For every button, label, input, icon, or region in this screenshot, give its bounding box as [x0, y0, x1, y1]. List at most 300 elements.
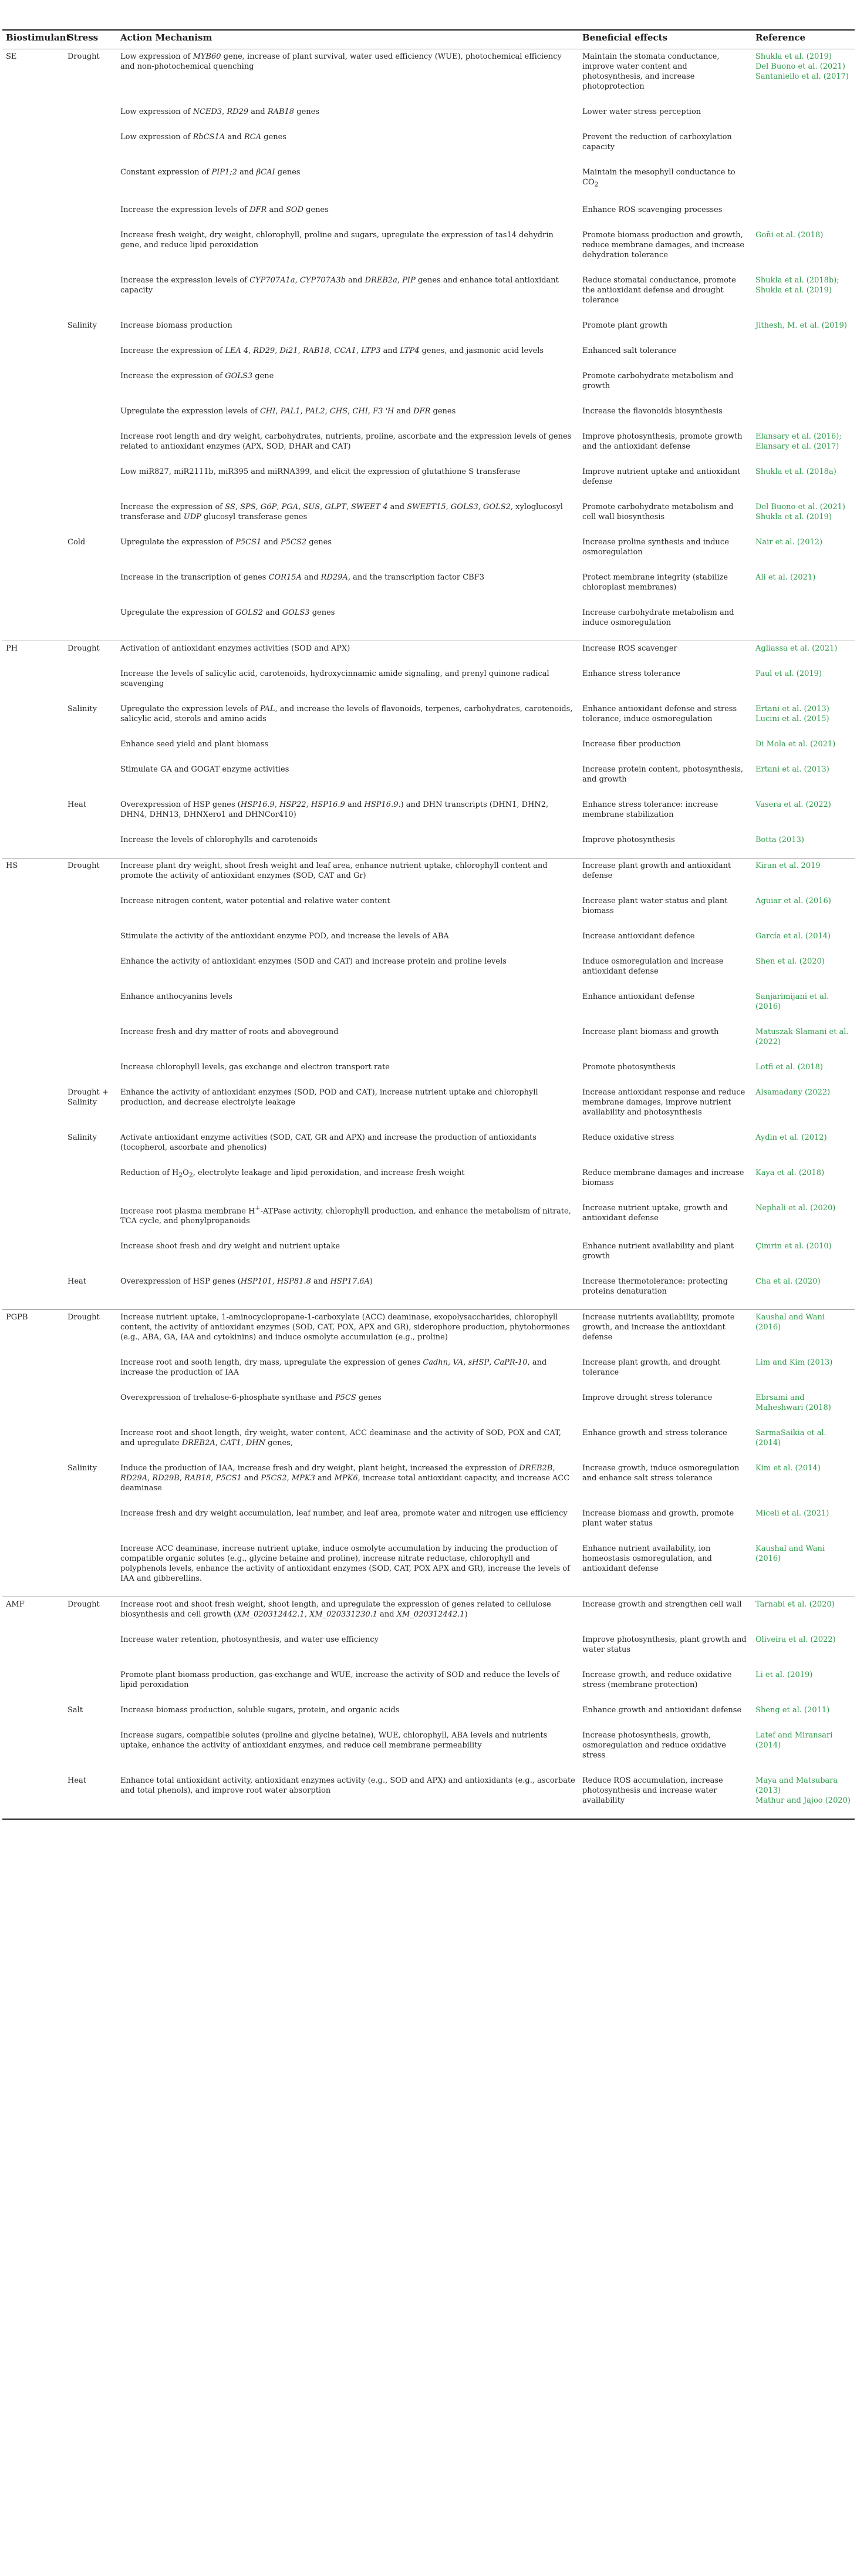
mechanism-cell: Upregulate the expression levels of PAL, and increase the levels of flavonoids, terpenes, carbohydrates, carotenoids, salicylic acid, sterols and amino acids — [120, 704, 573, 723]
reference-link[interactable]: Oliveira et al. (2022) — [755, 1635, 836, 1644]
reference-cell — [752, 1355, 855, 1390]
mechanism-cell: Increase the expression of LEA 4, RD29, Di21, RAB18, CCA1, LTP3 and LTP4 genes, and jasmonic acid levels — [120, 346, 544, 355]
stress-cell: Drought — [64, 49, 117, 105]
reference-link[interactable]: Nair et al. (2012) — [755, 537, 823, 547]
effects-cell: Increase growth, and reduce oxidative stress (membrane protection) — [582, 1670, 732, 1689]
stress-cell — [64, 165, 117, 203]
table-row — [2, 989, 855, 1025]
reference-link[interactable]: García et al. (2014) — [755, 931, 831, 941]
biostimulant-cell — [2, 1025, 64, 1060]
biostimulant-cell — [2, 666, 64, 702]
stress-cell — [64, 570, 117, 605]
mechanism-cell: Increase the levels of salicylic acid, carotenoids, hydroxycinnamic amide signaling, and prenyl quinone radical scavenging — [120, 669, 549, 688]
table-row — [2, 1025, 855, 1060]
table-row — [2, 666, 855, 702]
reference-cell — [752, 833, 855, 858]
table-row — [2, 1274, 855, 1310]
reference-cell — [752, 105, 855, 130]
effects-cell: Enhance growth and stress tolerance — [582, 1428, 727, 1437]
table-row — [2, 318, 855, 344]
reference-cell — [752, 49, 855, 105]
reference-link[interactable]: Ertani et al. (2013) — [755, 704, 829, 713]
mechanism-cell: Enhance anthocyanins levels — [120, 992, 232, 1001]
reference-cell — [752, 1130, 855, 1166]
effects-cell: Increase the flavonoids biosynthesis — [582, 406, 723, 416]
biostimulant-cell — [2, 1085, 64, 1130]
stress-cell — [64, 500, 117, 535]
reference-cell — [752, 1085, 855, 1130]
reference-cell — [752, 929, 855, 954]
table-row — [2, 954, 855, 989]
stress-cell: Drought + Salinity — [68, 1087, 109, 1107]
reference-cell — [752, 1461, 855, 1506]
reference-link[interactable]: Goñi et al. (2018) — [755, 230, 824, 240]
stress-cell — [64, 605, 117, 641]
table-row — [2, 429, 855, 464]
mechanism-cell: Increase root and sooth length, dry mass, upregulate the expression of genes Cadhn, VA, sHSP, CaPR-10, and increase the production of IAA — [120, 1358, 547, 1377]
mechanism-cell: Overexpression of trehalose-6-phosphate synthase and P5CS genes — [120, 1393, 382, 1402]
reference-link[interactable]: Sanjarimijani et al. (2016) — [755, 992, 829, 1011]
effects-cell: Improve photosynthesis, promote growth and the antioxidant defense — [582, 432, 743, 451]
stress-cell: Drought — [64, 858, 117, 894]
mechanism-cell: Increase chlorophyll levels, gas exchange and electron transport rate — [120, 1062, 390, 1072]
reference-cell — [752, 1728, 855, 1773]
effects-cell: Increase carbohydrate metabolism and induce osmoregulation — [582, 608, 734, 627]
effects-cell: Increase growth and strengthen cell wall — [579, 1597, 752, 1632]
table-row — [2, 464, 855, 500]
biostimulant-cell: PGPB — [2, 1309, 64, 1355]
mechanism-cell: Increase root and shoot length, dry weight, water content, ACC deaminase and the activity of SOD, POX and CAT, and upregulate DREB2A, CAT1, DHN genes, — [120, 1428, 561, 1447]
biostimulant-cell — [2, 929, 64, 954]
reference-cell — [752, 1201, 855, 1239]
reference-cell — [752, 797, 855, 833]
reference-link[interactable]: Sheng et al. (2011) — [755, 1705, 830, 1715]
table-row — [2, 130, 855, 165]
effects-cell: Promote photosynthesis — [582, 1062, 676, 1072]
reference-cell — [752, 344, 855, 369]
stress-cell — [64, 273, 117, 318]
biostimulant-cell — [2, 369, 64, 404]
mechanism-cell: Upregulate the expression of P5CS1 and P5CS2 genes — [120, 537, 332, 547]
biostimulant-cell — [2, 1166, 64, 1201]
effects-cell: Improve nutrient uptake and antioxidant defense — [582, 467, 741, 486]
table-row — [2, 369, 855, 404]
mechanism-cell: Constant expression of PIP1;2 and βCAI genes — [120, 168, 301, 177]
header-biostimulant: Biostimulant — [2, 30, 64, 49]
reference-cell — [752, 165, 855, 203]
effects-cell: Lower water stress perception — [582, 107, 701, 116]
reference-link[interactable]: Shukla et al. (2018a) — [755, 467, 836, 476]
reference-link[interactable]: Maya and Matsubara (2013) — [755, 1776, 838, 1795]
effects-cell: Increase antioxidant response and reduce membrane damages, improve nutrient availability and photosynthesis — [582, 1087, 745, 1117]
table-row — [2, 203, 855, 228]
mechanism-cell: Reduction of $H_2O_2$, electrolyte leakage and lipid peroxidation, and increase fresh weight — [120, 1168, 465, 1179]
effects-cell: Promote plant growth — [582, 321, 668, 330]
effects-cell: Enhance nutrient availability and plant growth — [582, 1241, 734, 1261]
mechanism-cell: Upregulate the expression of GOLS2 and GOLS3 genes — [120, 608, 335, 617]
reference-link[interactable]: Shukla et al. (2019) — [755, 285, 832, 295]
reference-link[interactable]: Agliassa et al. (2021) — [755, 644, 838, 653]
table-row — [2, 1355, 855, 1390]
stress-cell — [64, 105, 117, 130]
reference-cell — [752, 1632, 855, 1668]
mechanism-cell: Induce the production of IAA, increase fresh and dry weight, plant height, increased the expression of DREB2B, RD29A, RD29B, RAB18, P5CS1 and P5CS2, MPK3 and MPK6, increase total antioxidant capacity, and increase ACC deaminase — [120, 1463, 570, 1493]
biostimulant-cell: SE — [2, 49, 64, 105]
effects-cell: Increase growth, induce osmoregulation and enhance salt stress tolerance — [582, 1463, 740, 1483]
stress-cell — [64, 666, 117, 702]
reference-link[interactable]: Ebrsami and Maheshwari (2018) — [755, 1393, 831, 1412]
biostimulant-cell — [2, 344, 64, 369]
biostimulant-cell — [2, 1461, 64, 1506]
stress-cell — [64, 1390, 117, 1426]
reference-link[interactable]: Kim et al. (2014) — [755, 1463, 821, 1473]
reference-link[interactable]: Vasera et al. (2022) — [755, 800, 831, 809]
biostimulant-cell — [2, 570, 64, 605]
biostimulant-cell — [2, 894, 64, 929]
stress-cell — [64, 344, 117, 369]
biostimulant-cell — [2, 1426, 64, 1461]
stress-cell — [64, 762, 117, 797]
stress-cell: Drought — [64, 1309, 117, 1355]
table-row — [2, 1506, 855, 1541]
effects-cell: Increase plant growth and antioxidant defense — [579, 858, 752, 894]
reference-cell — [752, 858, 855, 894]
mechanism-cell: Increase biomass production, soluble sugars, protein, and organic acids — [120, 1705, 400, 1715]
mechanism-cell: Increase nitrogen content, water potential and relative water content — [120, 896, 390, 905]
biostimulant-cell: AMF — [2, 1597, 64, 1632]
reference-link[interactable]: Del Buono et al. (2021) — [755, 62, 845, 71]
reference-link[interactable]: Ertani et al. (2013) — [755, 765, 829, 774]
biostimulant-cell — [2, 1541, 64, 1597]
effects-cell: Increase nutrients availability, promote growth, and increase the antioxidant defense — [579, 1309, 752, 1355]
biostimulant-cell — [2, 1274, 64, 1310]
reference-cell — [752, 1668, 855, 1703]
stress-cell — [64, 1355, 117, 1390]
stress-cell — [64, 1025, 117, 1060]
stress-cell — [64, 1239, 117, 1274]
mechanism-cell: Low expression of NCED3, RD29 and RAB18 genes — [120, 107, 320, 116]
reference-link[interactable]: Li et al. (2019) — [755, 1670, 813, 1679]
reference-link[interactable]: Nephali et al. (2020) — [755, 1203, 836, 1213]
biostimulant-cell — [2, 737, 64, 762]
stress-cell — [64, 1668, 117, 1703]
mechanism-cell: Low miR827, miR2111b, miR395 and miRNA399, and elicit the expression of glutathione S transferase — [120, 467, 521, 476]
reference-cell — [752, 894, 855, 929]
reference-link[interactable]: Botta (2013) — [755, 835, 804, 844]
reference-cell — [752, 130, 855, 165]
reference-cell — [752, 1426, 855, 1461]
biostimulant-cell — [2, 605, 64, 641]
stress-cell: Drought — [64, 1597, 117, 1632]
reference-cell — [752, 570, 855, 605]
table-row — [2, 894, 855, 929]
effects-cell: Promote biomass production and growth, reduce membrane damages, and increase dehydration tolerance — [582, 230, 745, 260]
biostimulant-cell — [2, 228, 64, 273]
table-row — [2, 273, 855, 318]
mechanism-cell: Increase root length and dry weight, carbohydrates, nutrients, proline, ascorbate and the expression levels of genes related to antioxidant enzymes (APX, SOD, DHAR and CAT) — [120, 432, 572, 451]
stress-cell — [64, 429, 117, 464]
reference-cell — [752, 702, 855, 737]
reference-link[interactable]: Shen et al. (2020) — [755, 957, 825, 966]
reference-cell — [752, 666, 855, 702]
reference-link[interactable]: Santaniello et al. (2017) — [755, 72, 849, 81]
reference-link[interactable]: Paul et al. (2019) — [755, 669, 822, 678]
effects-cell: Maintain the mesophyll conductance to $CO_2$ — [582, 168, 735, 188]
reference-cell — [752, 762, 855, 797]
reference-link[interactable]: Jithesh, M. et al. (2019) — [755, 321, 847, 330]
effects-cell: Increase fiber production — [582, 739, 681, 749]
reference-link[interactable]: Tarnabi et al. (2020) — [755, 1600, 835, 1609]
table-row — [2, 344, 855, 369]
reference-link[interactable]: Elansary et al. (2016); — [755, 432, 842, 441]
biostimulant-cell — [2, 989, 64, 1025]
reference-cell — [752, 369, 855, 404]
effects-cell: Reduce membrane damages and increase biomass — [582, 1168, 744, 1187]
stress-cell: Salt — [68, 1705, 83, 1715]
biostimulant-cell: HS — [2, 858, 64, 894]
header-stress: Stress — [64, 30, 117, 49]
biostimulant-cell — [2, 535, 64, 570]
mechanism-cell: Stimulate GA and GOGAT enzyme activities — [120, 765, 289, 774]
effects-cell: Increase plant growth, and drought tolerance — [582, 1358, 721, 1377]
effects-cell: Increase nutrient uptake, growth and antioxidant defense — [582, 1203, 728, 1223]
reference-cell — [752, 203, 855, 228]
table-row — [2, 797, 855, 833]
stress-cell: Heat — [64, 1773, 117, 1819]
mechanism-cell: Overexpression of HSP genes (HSP101, HSP81.8 and HSP17.6A) — [120, 1277, 373, 1286]
biostimulant-cell — [2, 404, 64, 429]
mechanism-cell: Increase sugars, compatible solutes (proline and glycine betaine), WUE, chlorophyll, ABA levels and nutrients uptake, enhance the activity of antioxidant enzymes, and reduce cell membrane permeability — [120, 1730, 548, 1750]
stress-cell — [64, 1201, 117, 1239]
table-row — [2, 641, 855, 666]
reference-link[interactable]: Aydin et al. (2012) — [755, 1133, 827, 1142]
table-row — [2, 105, 855, 130]
mechanism-cell: Low expression of RbCS1A and RCA genes — [120, 133, 286, 142]
effects-cell: Increase antioxidant defence — [582, 931, 695, 941]
biostimulant-cell — [2, 105, 64, 130]
effects-cell: Increase protein content, photosynthesis, and growth — [582, 765, 744, 784]
reference-cell — [752, 1309, 855, 1355]
reference-link[interactable]: Kaushal and Wani (2016) — [755, 1544, 825, 1563]
stress-cell — [64, 130, 117, 165]
table-row — [2, 1597, 855, 1632]
reference-cell — [752, 1274, 855, 1310]
table-row — [2, 404, 855, 429]
stress-cell — [64, 737, 117, 762]
reference-cell — [752, 464, 855, 500]
table-body — [2, 49, 855, 1819]
reference-cell — [752, 989, 855, 1025]
effects-cell: Increase biomass and growth, promote plant water status — [582, 1508, 734, 1528]
reference-link[interactable]: Elansary et al. (2017) — [755, 442, 839, 451]
reference-link[interactable]: Mathur and Jajoo (2020) — [755, 1796, 851, 1805]
stress-cell — [64, 203, 117, 228]
biostimulant-cell — [2, 1239, 64, 1274]
biostimulant-cell — [2, 1355, 64, 1390]
stress-cell: Salinity — [68, 1133, 97, 1142]
biostimulant-cell — [2, 318, 64, 344]
effects-cell: Enhance antioxidant defense — [582, 992, 695, 1001]
mechanism-cell: Overexpression of HSP genes (HSP16.9, HSP22, HSP16.9 and HSP16.9.) and DHN transcripts (DHN1, DHN2, DHN4, DHN13, DHNXero1 and DHNCor410) — [120, 800, 549, 819]
table-header-row — [2, 30, 855, 49]
table-row — [2, 570, 855, 605]
biostimulant-cell — [2, 429, 64, 464]
mechanism-cell: Increase root and shoot fresh weight, shoot length, and upregulate the expression of genes related to cellulose biosynthesis and cell growth (XM_020312442.1, XM_020331230.1 and XM_020312442.1) — [117, 1597, 579, 1632]
effects-cell: Maintain the stomata conductance, improve water content and photosynthesis, and increase photoprotection — [579, 49, 752, 105]
stress-cell: Salinity — [68, 704, 97, 713]
biostimulant-cell — [2, 464, 64, 500]
table-row — [2, 165, 855, 203]
reference-link[interactable]: Lim and Kim (2013) — [755, 1358, 833, 1367]
stress-cell — [64, 228, 117, 273]
reference-link[interactable]: Aguiar et al. (2016) — [755, 896, 831, 905]
effects-cell: Increase photosynthesis, growth, osmoregulation and reduce oxidative stress — [582, 1730, 726, 1760]
reference-link[interactable]: Shukla et al. (2019) — [755, 52, 832, 61]
reference-link[interactable]: Shukla et al. (2019) — [755, 512, 832, 521]
effects-cell: Reduce stomatal conductance, promote the antioxidant defense and drought tolerance — [582, 275, 736, 305]
stress-cell — [64, 989, 117, 1025]
reference-link[interactable]: Alsamadany (2022) — [755, 1087, 831, 1097]
mechanism-cell: Stimulate the activity of the antioxidant enzyme POD, and increase the levels of ABA — [120, 931, 449, 941]
mechanism-cell: Activation of antioxidant enzymes activities (SOD and APX) — [117, 641, 579, 666]
reference-link[interactable]: SarmaSaikia et al. (2014) — [755, 1428, 826, 1447]
table-row — [2, 737, 855, 762]
header-action-mechanism: Action Mechanism — [117, 30, 579, 49]
mechanism-cell: Activate antioxidant enzyme activities (SOD, CAT, GR and APX) and increase the production of antioxidants (tocopherol, ascorbate and phenolics) — [120, 1133, 537, 1152]
reference-link[interactable]: Shukla et al. (2018b); — [755, 275, 839, 285]
table-row — [2, 228, 855, 273]
mechanism-cell: Increase the expression levels of DFR and SOD genes — [120, 205, 329, 214]
reference-cell — [752, 1166, 855, 1201]
reference-cell — [752, 605, 855, 641]
table-row — [2, 1541, 855, 1597]
effects-cell: Protect membrane integrity (stabilize chloroplast membranes) — [582, 573, 728, 592]
reference-link[interactable]: Lotfi et al. (2018) — [755, 1062, 823, 1072]
biostimulant-cell — [2, 1506, 64, 1541]
mechanism-cell: Increase the expression of SS, SPS, G6P, PGA, SUS, GLPT, SWEET 4 and SWEET15, GOLS3, GOLS2, xyloglucosyl transferase and UDP glucosyl transferase genes — [120, 502, 563, 521]
biostimulant-cell — [2, 702, 64, 737]
biostimulant-cell — [2, 165, 64, 203]
reference-link[interactable]: Del Buono et al. (2021) — [755, 502, 845, 511]
stress-cell — [64, 464, 117, 500]
mechanism-cell: Increase water retention, photosynthesis, and water use efficiency — [120, 1635, 379, 1644]
reference-link[interactable]: Miceli et al. (2021) — [755, 1508, 829, 1518]
mechanism-cell: Increase biomass production — [120, 321, 232, 330]
stress-cell — [64, 1728, 117, 1773]
biostimulant-cell — [2, 1390, 64, 1426]
stress-cell — [64, 929, 117, 954]
effects-cell: Promote carbohydrate metabolism and growth — [582, 371, 734, 390]
stress-cell — [64, 369, 117, 404]
table-row — [2, 858, 855, 894]
mechanism-cell: Increase root plasma membrane H+-ATPase activity, chlorophyll production, and enhance the metabolism of nitrate, TCA cycle, and phenylpropanoids — [120, 1204, 571, 1225]
table-row — [2, 1239, 855, 1274]
mechanism-cell: Increase the expression levels of CYP707A1a, CYP707A3b and DREB2a, PIP genes and enhance total antioxidant capacity — [120, 275, 559, 295]
reference-cell — [752, 1703, 855, 1728]
table-row — [2, 500, 855, 535]
table-row — [2, 535, 855, 570]
table-row — [2, 1773, 855, 1819]
mechanism-cell: Upregulate the expression levels of CHI, PAL1, PAL2, CHS, CHI, F3 'H and DFR genes — [120, 406, 456, 416]
effects-cell: Enhance antioxidant defense and stress tolerance, induce osmoregulation — [582, 704, 737, 723]
table-row — [2, 1130, 855, 1166]
biostimulant-cell — [2, 954, 64, 989]
reference-link[interactable]: Latef and Miransari (2014) — [755, 1730, 833, 1750]
stress-cell: Cold — [68, 537, 86, 547]
table-row — [2, 1390, 855, 1426]
effects-cell: Reduce oxidative stress — [582, 1133, 674, 1142]
reference-cell — [752, 1773, 855, 1819]
biostimulant-cell: PH — [2, 641, 64, 666]
stress-cell — [64, 1166, 117, 1201]
table-row — [2, 1166, 855, 1201]
stress-cell — [64, 954, 117, 989]
reference-cell — [752, 954, 855, 989]
reference-link[interactable]: Di Mola et al. (2021) — [755, 739, 836, 749]
reference-link[interactable]: Çimrin et al. (2010) — [755, 1241, 832, 1251]
stress-cell — [64, 1426, 117, 1461]
mechanism-cell: Increase shoot fresh and dry weight and nutrient uptake — [120, 1241, 340, 1251]
effects-cell: Enhanced salt tolerance — [582, 346, 676, 355]
mechanism-cell: Enhance seed yield and plant biomass — [120, 739, 269, 749]
reference-cell — [752, 429, 855, 464]
effects-cell: Increase ROS scavenger — [579, 641, 752, 666]
reference-link[interactable]: Lucini et al. (2015) — [755, 714, 829, 723]
reference-link[interactable]: Kiran et al. 2019 — [755, 861, 821, 870]
effects-cell: Enhance nutrient availability, ion homeostasis osmoregulation, and antioxidant defense — [582, 1544, 712, 1573]
mechanism-cell: Enhance the activity of antioxidant enzymes (SOD and CAT) and increase protein and proline levels — [120, 957, 507, 966]
reference-cell — [752, 641, 855, 666]
reference-link[interactable]: Matuszak-Slamani et al. (2022) — [755, 1027, 849, 1046]
stress-cell: Salinity — [68, 1463, 97, 1473]
header-reference: Reference — [752, 30, 855, 49]
stress-cell — [64, 1506, 117, 1541]
biostimulant-cell — [2, 1728, 64, 1773]
reference-link[interactable]: Cha et al. (2020) — [755, 1277, 821, 1286]
biostimulant-cell — [2, 833, 64, 858]
table-row — [2, 1703, 855, 1728]
stress-cell — [64, 1632, 117, 1668]
mechanism-cell: Increase fresh and dry matter of roots and aboveground — [120, 1027, 339, 1036]
table-row — [2, 929, 855, 954]
reference-cell — [752, 500, 855, 535]
effects-cell: Promote carbohydrate metabolism and cell wall biosynthesis — [582, 502, 734, 521]
table-row — [2, 1309, 855, 1355]
reference-link[interactable]: Ali et al. (2021) — [755, 573, 816, 582]
stress-cell — [64, 894, 117, 929]
biostimulant-cell — [2, 500, 64, 535]
effects-cell: Improve photosynthesis — [582, 835, 675, 844]
reference-cell — [752, 1506, 855, 1541]
mechanism-cell: Increase fresh weight, dry weight, chlorophyll, proline and sugars, upregulate the expression of tas14 dehydrin gene, and reduce lipid peroxidation — [120, 230, 554, 250]
biostimulant-cell — [2, 797, 64, 833]
reference-cell — [752, 1390, 855, 1426]
mechanism-cell: Enhance the activity of antioxidant enzymes (SOD, POD and CAT), increase nutrient uptake and chlorophyll production, and decrease electrolyte leakage — [120, 1087, 538, 1107]
biostimulant-cell — [2, 1201, 64, 1239]
effects-cell: Increase plant water status and plant biomass — [582, 896, 728, 915]
mechanism-cell: Increase in the transcription of genes COR15A and RD29A, and the transcription factor CBF3 — [120, 573, 485, 582]
reference-cell — [752, 1597, 855, 1632]
biostimulant-cell — [2, 1632, 64, 1668]
table-row — [2, 1060, 855, 1085]
biostimulant-cell — [2, 273, 64, 318]
reference-link[interactable]: Kaya et al. (2018) — [755, 1168, 825, 1177]
effects-cell: Prevent the reduction of carboxylation capacity — [582, 133, 732, 151]
table-row — [2, 1461, 855, 1506]
mechanism-cell: Promote plant biomass production, gas-exchange and WUE, increase the activity of SOD and reduce the levels of lipid peroxidation — [120, 1670, 559, 1689]
stress-cell: Salinity — [68, 321, 97, 330]
reference-link[interactable]: Kaushal and Wani (2016) — [755, 1312, 825, 1332]
